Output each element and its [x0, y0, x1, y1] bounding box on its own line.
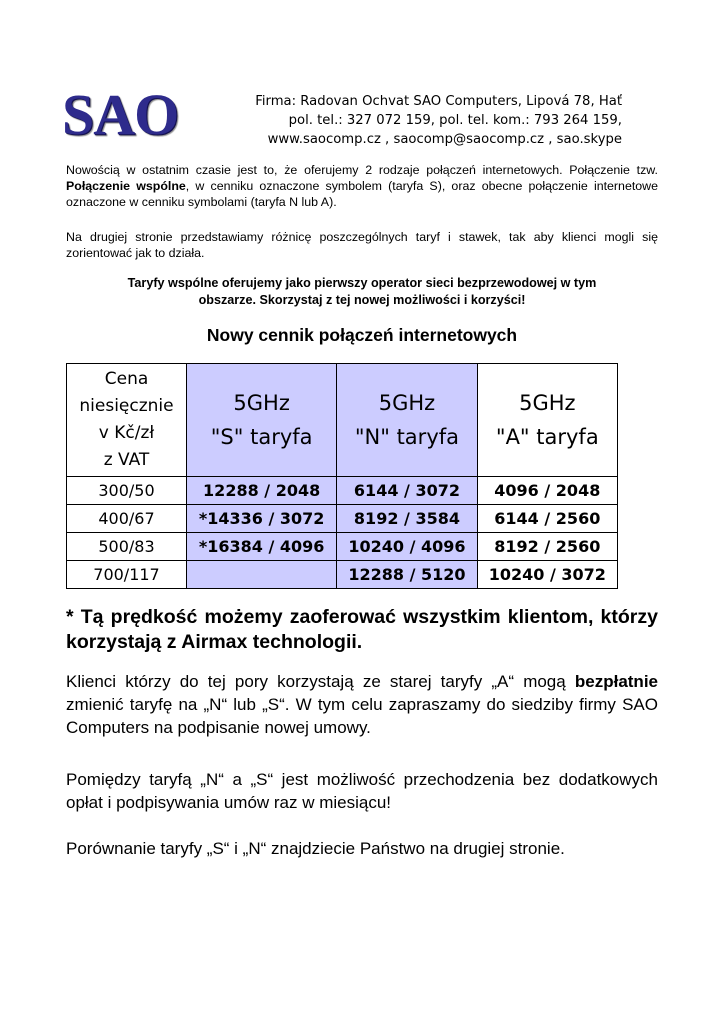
tariff-n-name: "N" taryfa [354, 425, 460, 449]
speed-a-cell: 4096 / 2048 [477, 477, 617, 505]
tariff-a-band: 5GHz [519, 391, 576, 415]
company-phones: pol. tel.: 327 072 159, pol. tel. kom.: 793 264 159, [288, 113, 622, 128]
intro-paragraph [66, 162, 658, 210]
sao-logo: SAO [62, 82, 179, 147]
table-row [67, 561, 618, 589]
intro-text-start: Nowością w ostatnim czasie jest to, że oferujemy 2 rodzaje połączeń internetowych. Połączenie tzw. [66, 163, 658, 177]
speed-a-cell: 6144 / 2560 [477, 505, 617, 533]
speed-n-cell: 6144 / 3072 [337, 477, 477, 505]
switch-paragraph: Pomiędzy taryfą „N“ a „S“ jest możliwość przechodzenia bez dodatkowych opłat i podpisywania umów raz w miesiącu! [66, 770, 658, 812]
airmax-note: * Tą prędkość możemy zaoferować wszystkim klientom, którzy korzystają z Airmax technologii. [66, 606, 658, 653]
tariff-s-band: 5GHz [233, 391, 290, 415]
intro-text-end: , w cenniku oznaczone symbolem (taryfa S), oraz obecne połączenie internetowe oznaczone w cenniku symbolami (taryfa N lub A). [66, 179, 659, 209]
company-info [255, 92, 622, 149]
tariff-n-band: 5GHz [378, 391, 436, 415]
table-header-row [67, 364, 618, 477]
price-column-header [67, 364, 187, 477]
speed-n-cell: 8192 / 3584 [337, 505, 477, 533]
speed-a-cell: 10240 / 3072 [477, 561, 617, 589]
speed-n-cell: 12288 / 5120 [337, 561, 477, 589]
price-cell: 400/67 [67, 505, 187, 533]
speed-s-cell: 12288 / 2048 [187, 477, 337, 505]
header-label-line: Cena [104, 369, 149, 389]
clients-paragraph [66, 670, 658, 739]
speed-n-cell: 10240 / 4096 [337, 533, 477, 561]
speed-s-cell: *16384 / 4096 [187, 533, 337, 561]
price-table [66, 363, 618, 589]
clients-text-end: zmienić taryfę na „N“ lub „S“. W tym celu zapraszamy do siedziby firmy SAO Computers na podpisanie nowej umowy. [66, 695, 658, 737]
header-label-line: v Kč/zł [98, 423, 155, 443]
speed-a-cell: 8192 / 2560 [477, 533, 617, 561]
highlight-text [66, 275, 658, 309]
tariff-a-header [477, 364, 617, 477]
speed-s-cell: *14336 / 3072 [187, 505, 337, 533]
table-title: Nowy cennik połączeń internetowych [206, 325, 518, 345]
table-row [67, 505, 618, 533]
price-cell: 500/83 [67, 533, 187, 561]
tariff-s-header [187, 364, 337, 477]
company-web: www.saocomp.cz , saocomp@saocomp.cz , sao.skype [267, 132, 622, 147]
highlight-line-1: Taryfy wspólne oferujemy jako pierwszy operator sieci bezprzewodowej w tym [127, 276, 597, 290]
company-address: Firma: Radovan Ochvat SAO Computers, Lipová 78, Hať [255, 94, 622, 109]
speed-s-cell [187, 561, 337, 589]
tariff-s-name: "S" taryfa [210, 425, 313, 449]
header-label-line: z VAT [103, 450, 150, 470]
intro-bold: Połączenie wspólne [66, 179, 186, 193]
clients-text-start: Klienci którzy do tej pory korzystają ze starej taryfy „A“ mogą [66, 672, 575, 691]
highlight-line-2: obszarze. Skorzystaj z tej nowej możliwości i korzyści! [198, 293, 526, 307]
second-paragraph: Na drugiej stronie przedstawiamy różnicę poszczególnych taryf i stawek, tak aby klienci mogli się zorientować jak to działa. [66, 230, 658, 260]
table-row [67, 477, 618, 505]
table-row [67, 533, 618, 561]
header-label-line: niesięcznie [79, 396, 174, 416]
tariff-a-name: "A" taryfa [495, 425, 599, 449]
price-cell: 300/50 [67, 477, 187, 505]
tariff-n-header [337, 364, 477, 477]
price-cell: 700/117 [67, 561, 187, 589]
clients-bold: bezpłatnie [574, 672, 658, 691]
compare-paragraph: Porównanie taryfy „S“ i „N“ znajdziecie Państwo na drugiej stronie. [66, 839, 565, 858]
